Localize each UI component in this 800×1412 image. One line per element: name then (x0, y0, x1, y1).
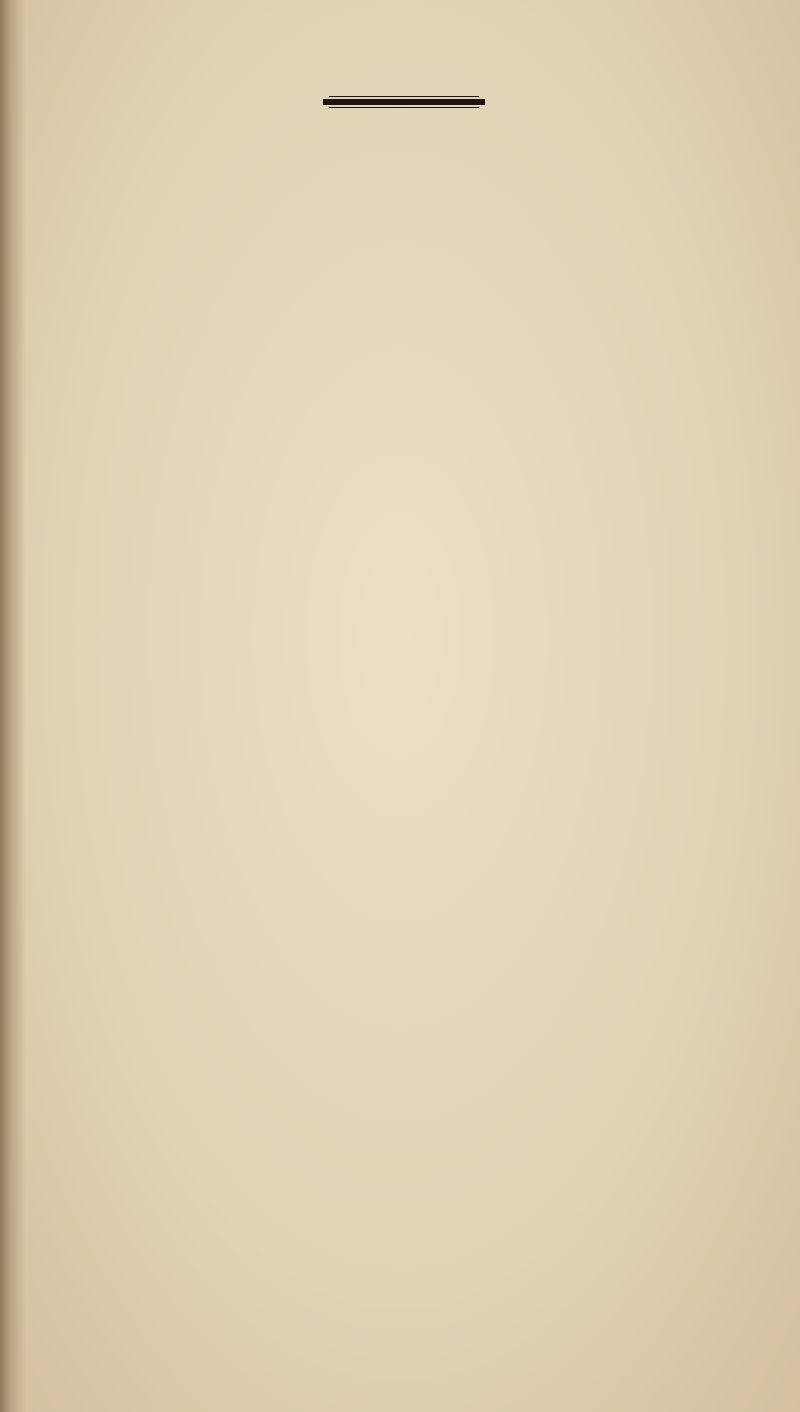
ornament-thick-rule (323, 99, 485, 105)
binding-shadow (0, 0, 26, 1412)
ornament-thin-rule-bottom (329, 107, 479, 108)
ornament-thin-rule-top (329, 96, 479, 97)
header-ornament-rule (323, 96, 485, 110)
